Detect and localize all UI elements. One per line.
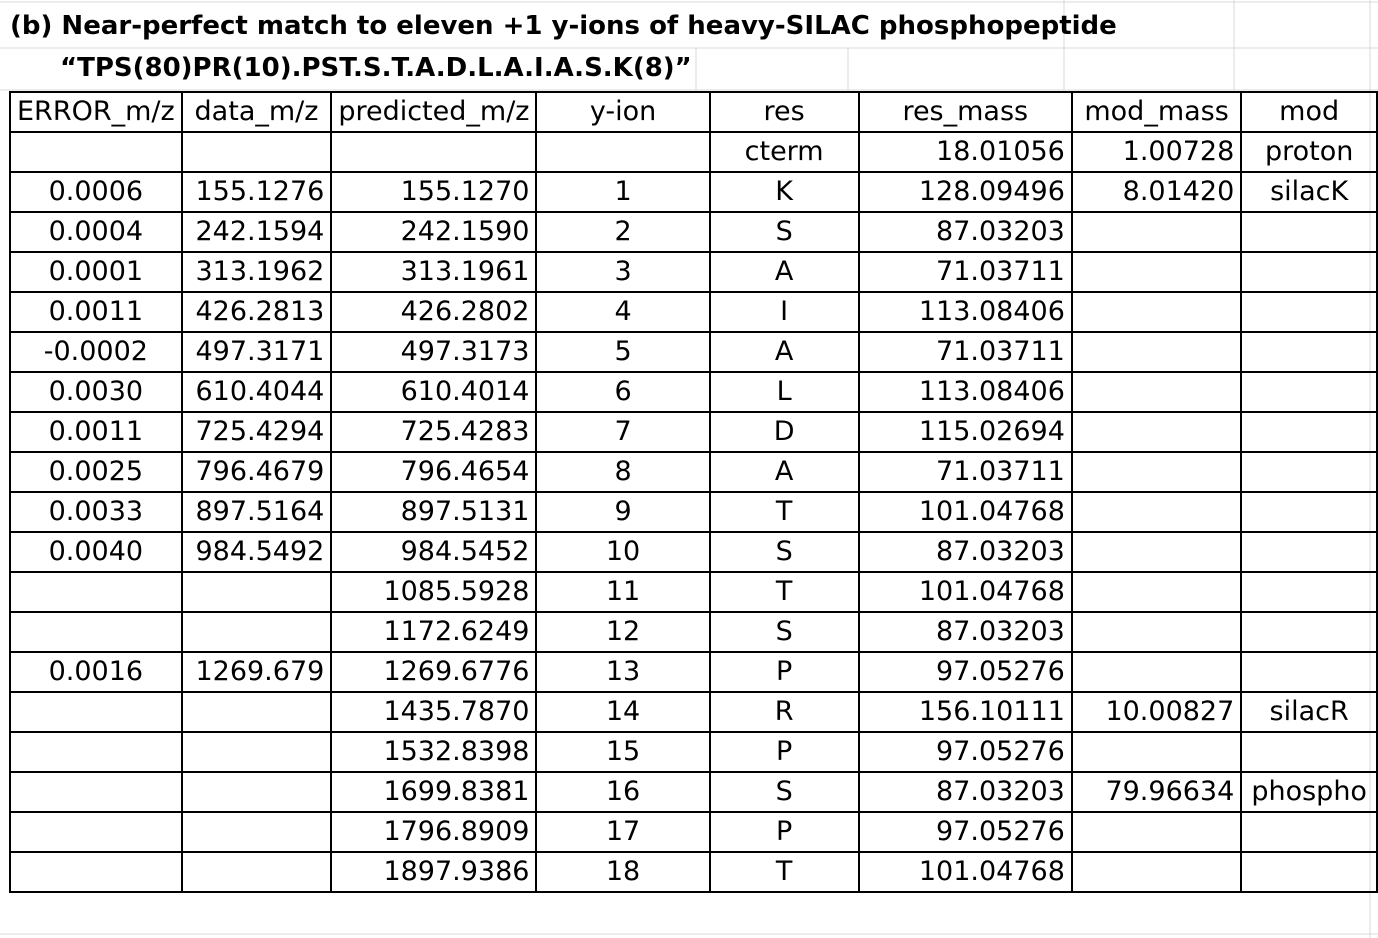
res-mass-cell[interactable]: 101.04768 — [859, 572, 1072, 612]
res-mass-cell[interactable]: 71.03711 — [859, 252, 1072, 292]
data-mz-cell[interactable] — [182, 692, 332, 732]
error-cell[interactable]: -0.0002 — [10, 332, 182, 372]
res-cell[interactable]: T — [710, 852, 859, 892]
data-mz-cell[interactable] — [182, 852, 332, 892]
mod-cell[interactable] — [1241, 572, 1377, 612]
predicted-mz-cell[interactable]: 1435.7870 — [331, 692, 536, 732]
res-cell[interactable]: D — [710, 412, 859, 452]
data-mz-cell[interactable]: 796.4679 — [182, 452, 332, 492]
table-row — [10, 252, 1377, 292]
table-row — [10, 532, 1377, 572]
res-cell[interactable]: K — [710, 172, 859, 212]
predicted-mz-cell[interactable]: 984.5452 — [331, 532, 536, 572]
mod-mass-cell[interactable] — [1072, 252, 1241, 292]
mod-cell[interactable] — [1241, 652, 1377, 692]
error-cell[interactable]: 0.0004 — [10, 212, 182, 252]
predicted-mz-cell[interactable]: 155.1270 — [331, 172, 536, 212]
res-mass-cell[interactable]: 71.03711 — [859, 332, 1072, 372]
col-header-predicted-mz[interactable]: predicted_m/z — [331, 92, 536, 132]
mod-cell[interactable] — [1241, 812, 1377, 852]
y-ion-cell[interactable]: 9 — [536, 492, 709, 532]
predicted-mz-cell[interactable]: 313.1961 — [331, 252, 536, 292]
data-mz-cell[interactable]: 610.4044 — [182, 372, 332, 412]
res-mass-cell[interactable]: 87.03203 — [859, 612, 1072, 652]
mod-mass-cell[interactable]: 10.00827 — [1072, 692, 1241, 732]
error-cell[interactable]: 0.0016 — [10, 652, 182, 692]
mod-cell[interactable] — [1241, 612, 1377, 652]
res-mass-cell[interactable]: 18.01056 — [859, 132, 1072, 172]
data-mz-cell[interactable]: 984.5492 — [182, 532, 332, 572]
data-mz-cell[interactable] — [182, 132, 332, 172]
table-body — [10, 132, 1377, 892]
table-row — [10, 612, 1377, 652]
predicted-mz-cell[interactable]: 610.4014 — [331, 372, 536, 412]
mod-mass-cell[interactable] — [1072, 372, 1241, 412]
mod-cell[interactable]: phospho — [1241, 772, 1377, 812]
predicted-mz-cell[interactable]: 1172.6249 — [331, 612, 536, 652]
data-mz-cell[interactable] — [182, 772, 332, 812]
mod-mass-cell[interactable] — [1072, 212, 1241, 252]
res-mass-cell[interactable]: 97.05276 — [859, 812, 1072, 852]
mod-cell[interactable]: silacK — [1241, 172, 1377, 212]
data-mz-cell[interactable] — [182, 812, 332, 852]
sheet-title: (b) Near-perfect match to eleven +1 y-ions of heavy-SILAC phosphopeptide — [10, 11, 1117, 41]
error-cell[interactable]: 0.0001 — [10, 252, 182, 292]
header-row — [10, 92, 1377, 132]
mod-mass-cell[interactable] — [1072, 612, 1241, 652]
res-cell[interactable]: A — [710, 252, 859, 292]
res-mass-cell[interactable]: 101.04768 — [859, 852, 1072, 892]
predicted-mz-cell[interactable]: 1269.6776 — [331, 652, 536, 692]
y-ion-cell[interactable]: 11 — [536, 572, 709, 612]
error-cell[interactable] — [10, 612, 182, 652]
table-row — [10, 572, 1377, 612]
mod-mass-cell[interactable] — [1072, 852, 1241, 892]
y-ion-cell[interactable]: 18 — [536, 852, 709, 892]
y-ion-cell[interactable]: 16 — [536, 772, 709, 812]
table-row — [10, 372, 1377, 412]
table-row — [10, 732, 1377, 772]
peptide-sequence: “TPS(80)PR(10).PST.S.T.A.D.L.A.I.A.S.K(8)” — [60, 53, 692, 83]
res-mass-cell[interactable]: 128.09496 — [859, 172, 1072, 212]
predicted-mz-cell[interactable]: 242.1590 — [331, 212, 536, 252]
y-ion-cell[interactable]: 7 — [536, 412, 709, 452]
mod-cell[interactable] — [1241, 252, 1377, 292]
mod-mass-cell[interactable] — [1072, 812, 1241, 852]
predicted-mz-cell[interactable]: 1796.8909 — [331, 812, 536, 852]
table-row — [10, 172, 1377, 212]
error-cell[interactable]: 0.0033 — [10, 492, 182, 532]
predicted-mz-cell[interactable]: 1699.8381 — [331, 772, 536, 812]
col-header-res-mass[interactable]: res_mass — [859, 92, 1072, 132]
data-mz-cell[interactable] — [182, 572, 332, 612]
res-cell[interactable]: S — [710, 212, 859, 252]
mod-mass-cell[interactable] — [1072, 492, 1241, 532]
res-cell[interactable]: S — [710, 532, 859, 572]
error-cell[interactable] — [10, 812, 182, 852]
error-cell[interactable] — [10, 132, 182, 172]
y-ion-table — [9, 91, 1378, 893]
res-cell[interactable]: T — [710, 492, 859, 532]
res-mass-cell[interactable]: 97.05276 — [859, 652, 1072, 692]
y-ion-cell[interactable]: 3 — [536, 252, 709, 292]
table-row — [10, 412, 1377, 452]
data-mz-cell[interactable]: 1269.679 — [182, 652, 332, 692]
res-cell[interactable]: cterm — [710, 132, 859, 172]
mod-mass-cell[interactable] — [1072, 652, 1241, 692]
res-cell[interactable]: I — [710, 292, 859, 332]
error-cell[interactable]: 0.0040 — [10, 532, 182, 572]
table-row — [10, 652, 1377, 692]
mod-mass-cell[interactable]: 79.96634 — [1072, 772, 1241, 812]
mod-mass-cell[interactable] — [1072, 532, 1241, 572]
res-mass-cell[interactable]: 87.03203 — [859, 212, 1072, 252]
y-ion-cell[interactable]: 12 — [536, 612, 709, 652]
res-cell[interactable]: S — [710, 612, 859, 652]
y-ion-cell[interactable]: 10 — [536, 532, 709, 572]
predicted-mz-cell[interactable]: 1085.5928 — [331, 572, 536, 612]
col-header-y-ion[interactable]: y-ion — [536, 92, 709, 132]
res-mass-cell[interactable]: 87.03203 — [859, 772, 1072, 812]
col-header-mod-mass[interactable]: mod_mass — [1072, 92, 1241, 132]
table-row — [10, 692, 1377, 732]
res-cell[interactable]: R — [710, 692, 859, 732]
table-row — [10, 212, 1377, 252]
res-cell[interactable]: P — [710, 652, 859, 692]
y-ion-cell[interactable]: 14 — [536, 692, 709, 732]
table-row — [10, 772, 1377, 812]
error-cell[interactable]: 0.0006 — [10, 172, 182, 212]
predicted-mz-cell[interactable]: 725.4283 — [331, 412, 536, 452]
res-mass-cell[interactable]: 115.02694 — [859, 412, 1072, 452]
res-mass-cell[interactable]: 101.04768 — [859, 492, 1072, 532]
predicted-mz-cell[interactable]: 796.4654 — [331, 452, 536, 492]
y-ion-cell[interactable]: 2 — [536, 212, 709, 252]
res-mass-cell[interactable]: 113.08406 — [859, 292, 1072, 332]
res-mass-cell[interactable]: 97.05276 — [859, 732, 1072, 772]
table-row — [10, 132, 1377, 172]
res-cell[interactable]: P — [710, 732, 859, 772]
predicted-mz-cell[interactable]: 497.3173 — [331, 332, 536, 372]
error-cell[interactable]: 0.0011 — [10, 412, 182, 452]
mod-cell[interactable]: proton — [1241, 132, 1377, 172]
res-cell[interactable]: A — [710, 452, 859, 492]
table-row — [10, 332, 1377, 372]
data-mz-cell[interactable]: 897.5164 — [182, 492, 332, 532]
error-cell[interactable]: 0.0025 — [10, 452, 182, 492]
mod-cell[interactable]: silacR — [1241, 692, 1377, 732]
y-ion-cell[interactable] — [536, 132, 709, 172]
error-cell[interactable]: 0.0011 — [10, 292, 182, 332]
error-cell[interactable] — [10, 772, 182, 812]
predicted-mz-cell[interactable]: 1897.9386 — [331, 852, 536, 892]
res-mass-cell[interactable]: 71.03711 — [859, 452, 1072, 492]
col-header-data-mz[interactable]: data_m/z — [182, 92, 332, 132]
mod-mass-cell[interactable] — [1072, 332, 1241, 372]
res-cell[interactable]: P — [710, 812, 859, 852]
data-mz-cell[interactable]: 725.4294 — [182, 412, 332, 452]
mod-cell[interactable] — [1241, 412, 1377, 452]
y-ion-cell[interactable]: 6 — [536, 372, 709, 412]
data-mz-cell[interactable]: 242.1594 — [182, 212, 332, 252]
mod-cell[interactable] — [1241, 292, 1377, 332]
mod-mass-cell[interactable]: 8.01420 — [1072, 172, 1241, 212]
mod-mass-cell[interactable] — [1072, 452, 1241, 492]
y-ion-cell[interactable]: 15 — [536, 732, 709, 772]
col-header-res[interactable]: res — [710, 92, 859, 132]
res-mass-cell[interactable]: 87.03203 — [859, 532, 1072, 572]
res-cell[interactable]: L — [710, 372, 859, 412]
data-mz-cell[interactable]: 497.3171 — [182, 332, 332, 372]
predicted-mz-cell[interactable]: 897.5131 — [331, 492, 536, 532]
mod-cell[interactable] — [1241, 332, 1377, 372]
y-ion-cell[interactable]: 8 — [536, 452, 709, 492]
table-row — [10, 292, 1377, 332]
error-cell[interactable]: 0.0030 — [10, 372, 182, 412]
data-mz-cell[interactable] — [182, 612, 332, 652]
predicted-mz-cell[interactable] — [331, 132, 536, 172]
res-mass-cell[interactable]: 113.08406 — [859, 372, 1072, 412]
col-header-error[interactable]: ERROR_m/z — [10, 92, 182, 132]
predicted-mz-cell[interactable]: 426.2802 — [331, 292, 536, 332]
mod-mass-cell[interactable] — [1072, 572, 1241, 612]
res-cell[interactable]: A — [710, 332, 859, 372]
y-ion-cell[interactable]: 1 — [536, 172, 709, 212]
table-row — [10, 812, 1377, 852]
mod-cell[interactable] — [1241, 492, 1377, 532]
error-cell[interactable] — [10, 732, 182, 772]
res-cell[interactable]: S — [710, 772, 859, 812]
mod-mass-cell[interactable]: 1.00728 — [1072, 132, 1241, 172]
mod-cell[interactable] — [1241, 532, 1377, 572]
y-ion-cell[interactable]: 4 — [536, 292, 709, 332]
error-cell[interactable] — [10, 572, 182, 612]
data-mz-cell[interactable] — [182, 732, 332, 772]
mod-cell[interactable] — [1241, 732, 1377, 772]
table-row — [10, 452, 1377, 492]
y-ion-cell[interactable]: 5 — [536, 332, 709, 372]
y-ion-cell[interactable]: 13 — [536, 652, 709, 692]
mod-cell[interactable] — [1241, 212, 1377, 252]
data-mz-cell[interactable]: 426.2813 — [182, 292, 332, 332]
mod-cell[interactable] — [1241, 852, 1377, 892]
mod-cell[interactable] — [1241, 452, 1377, 492]
res-cell[interactable]: T — [710, 572, 859, 612]
table-row — [10, 852, 1377, 892]
mod-mass-cell[interactable] — [1072, 732, 1241, 772]
y-ion-cell[interactable]: 17 — [536, 812, 709, 852]
mod-cell[interactable] — [1241, 372, 1377, 412]
data-mz-cell[interactable]: 155.1276 — [182, 172, 332, 212]
col-header-mod[interactable]: mod — [1241, 92, 1377, 132]
mod-mass-cell[interactable] — [1072, 412, 1241, 452]
error-cell[interactable] — [10, 852, 182, 892]
data-mz-cell[interactable]: 313.1962 — [182, 252, 332, 292]
table-row — [10, 492, 1377, 532]
predicted-mz-cell[interactable]: 1532.8398 — [331, 732, 536, 772]
mod-mass-cell[interactable] — [1072, 292, 1241, 332]
res-mass-cell[interactable]: 156.10111 — [859, 692, 1072, 732]
error-cell[interactable] — [10, 692, 182, 732]
